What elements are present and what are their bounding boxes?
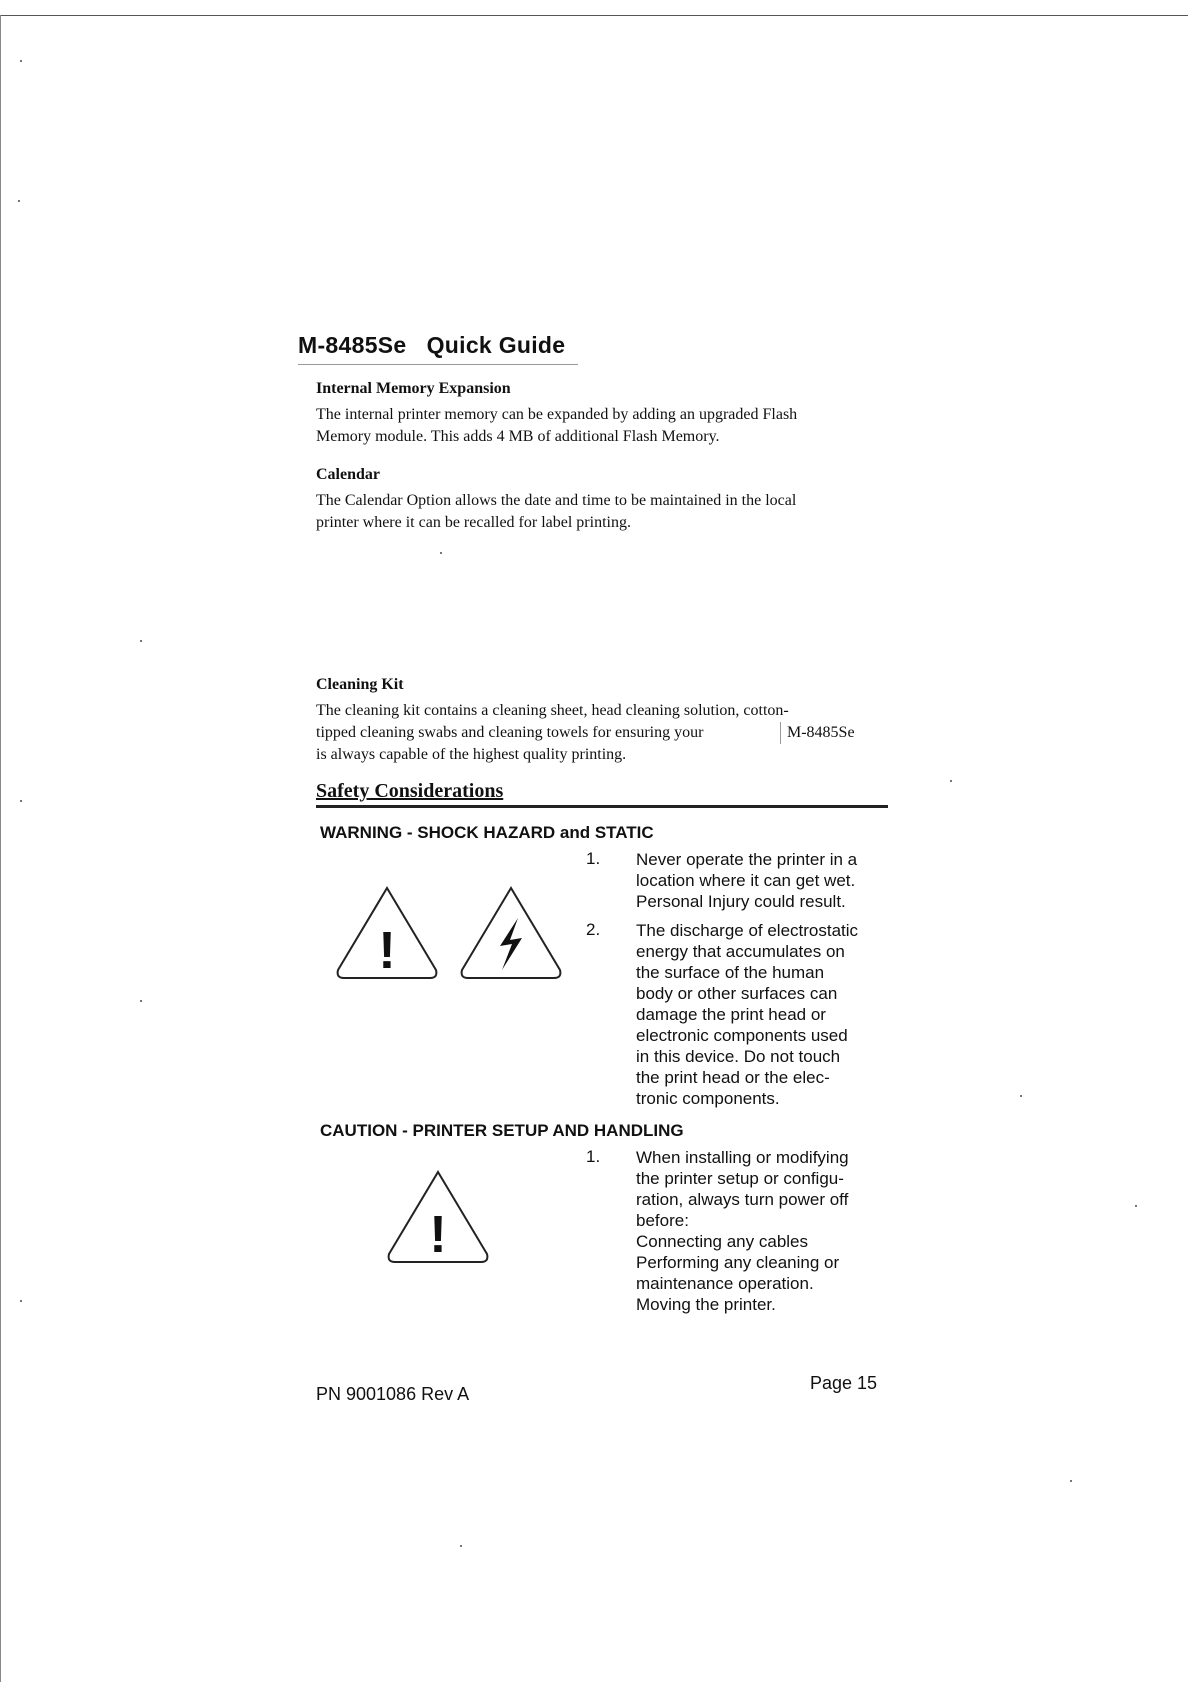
scan-speck xyxy=(1135,1205,1137,1207)
caution-exclamation-icon xyxy=(383,1168,493,1268)
warning-item-2-line: tronic components. xyxy=(636,1089,780,1108)
scan-speck xyxy=(440,552,442,554)
warning-icon-glyph: ! xyxy=(378,922,396,980)
caution-item-1-line: before: xyxy=(636,1211,689,1230)
scan-speck xyxy=(20,1300,22,1302)
scan-speck xyxy=(140,1000,142,1002)
page-title: M-8485Se Quick Guide xyxy=(298,332,566,358)
cleaning-line-3: is always capable of the highest quality printing. xyxy=(316,746,627,763)
caution-item-1-line: Performing any cleaning or xyxy=(636,1253,840,1272)
caution-item-1-line: When installing or modifying xyxy=(636,1148,849,1167)
calendar-heading: Calendar xyxy=(316,466,380,483)
memory-heading: Internal Memory Expansion xyxy=(316,380,511,397)
warning-exclamation-icon xyxy=(332,884,442,984)
scan-speck xyxy=(20,800,22,802)
warning-item-1-line: Personal Injury could result. xyxy=(636,892,846,911)
part-number: PN 9001086 Rev A xyxy=(316,1384,470,1404)
caution-icon-glyph: ! xyxy=(429,1206,447,1264)
scan-edge-top xyxy=(0,15,1188,16)
scan-edge-left xyxy=(0,15,1,1682)
shock-hazard-icon xyxy=(456,884,566,984)
warning-item-2-line: damage the print head or xyxy=(636,1005,826,1024)
warning-item-2-line: body or other surfaces can xyxy=(636,984,838,1003)
warning-item-1-line: location where it can get wet. xyxy=(636,871,856,890)
scan-speck xyxy=(1070,1480,1072,1482)
memory-line-2: Memory module. This adds 4 MB of additional Flash Memory. xyxy=(316,428,720,445)
warning-item-2-line: the surface of the human xyxy=(636,963,825,982)
scan-speck xyxy=(18,200,20,202)
caution-item-1-line: Connecting any cables xyxy=(636,1232,809,1251)
cleaning-line-2: tipped cleaning swabs and cleaning towels for ensuring your xyxy=(316,724,704,741)
caution-heading: CAUTION - PRINTER SETUP AND HANDLING xyxy=(320,1121,684,1140)
caution-item-1-line: the printer setup or configu- xyxy=(636,1169,844,1188)
caution-item-1 xyxy=(636,1147,896,1315)
warning-item-1-line: Never operate the printer in a xyxy=(636,850,858,869)
caution-item-1-line: maintenance operation. xyxy=(636,1274,814,1293)
caution-item-1-number: 1. xyxy=(586,1147,601,1166)
scan-speck xyxy=(1020,1095,1022,1097)
calendar-line-2: printer where it can be recalled for label printing. xyxy=(316,514,631,531)
cleaning-line-1: The cleaning kit contains a cleaning sheet, head cleaning solution, cotton- xyxy=(316,702,789,719)
warning-item-2-line: the print head or the elec- xyxy=(636,1068,830,1087)
warning-item-2-number: 2. xyxy=(586,920,601,939)
scan-speck xyxy=(20,60,22,62)
warning-item-2-line: in this device. Do not touch xyxy=(636,1047,841,1066)
safety-heading: Safety Considerations xyxy=(316,780,504,802)
caution-item-1-line: ration, always turn power off xyxy=(636,1190,849,1209)
warning-item-2-line: electronic components used xyxy=(636,1026,848,1045)
scan-speck xyxy=(460,1545,462,1547)
page-number: Page 15 xyxy=(810,1373,878,1393)
warning-item-2-line: The discharge of electrostatic xyxy=(636,921,859,940)
warning-item-1 xyxy=(636,849,896,912)
calendar-line-1: The Calendar Option allows the date and time to be maintained in the local xyxy=(316,492,797,509)
scan-speck xyxy=(950,780,952,782)
scan-speck xyxy=(140,640,142,642)
warning-item-2-line: energy that accumulates on xyxy=(636,942,845,961)
memory-line-1: The internal printer memory can be expanded by adding an upgraded Flash xyxy=(316,406,798,423)
warning-heading: WARNING - SHOCK HAZARD and STATIC xyxy=(320,823,654,842)
cleaning-model-name: M-8485Se xyxy=(780,722,855,744)
warning-item-2 xyxy=(636,920,896,1109)
title-underline xyxy=(298,364,578,365)
cleaning-heading: Cleaning Kit xyxy=(316,676,404,693)
warning-item-1-number: 1. xyxy=(586,849,601,868)
safety-rule xyxy=(316,805,888,808)
caution-item-1-line: Moving the printer. xyxy=(636,1295,776,1314)
